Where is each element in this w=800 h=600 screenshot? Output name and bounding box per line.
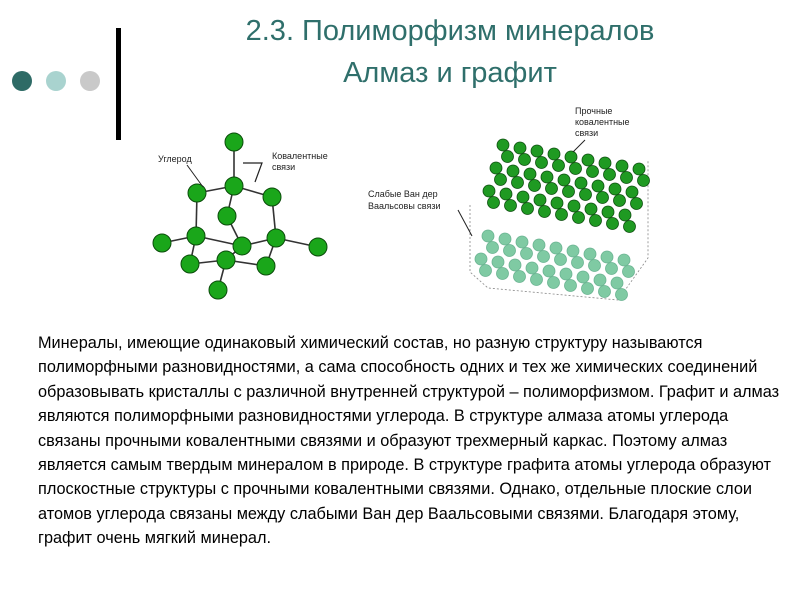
graphite-atom — [553, 160, 565, 172]
graphite-atom — [500, 188, 512, 200]
graphite-atom — [616, 160, 628, 172]
graphite-atom — [568, 200, 580, 212]
graphite-atom — [563, 186, 575, 198]
carbon-pointer — [187, 165, 203, 187]
graphite-atom — [514, 142, 526, 154]
graphite-atom — [573, 212, 585, 224]
graphite-atom — [534, 194, 546, 206]
graphite-atom — [519, 154, 531, 166]
graphite-atom — [548, 148, 560, 160]
graphite-atom — [601, 251, 613, 263]
diamond-atom — [181, 255, 199, 273]
graphite-atom — [587, 166, 599, 178]
graphite-atom — [541, 171, 553, 183]
graphite-atom — [531, 274, 543, 286]
diamond-atom — [187, 227, 205, 245]
graphite-atom — [516, 236, 528, 248]
graphite-atom — [556, 209, 568, 221]
graphite-atom — [575, 177, 587, 189]
graphite-atom — [538, 251, 550, 263]
graphite-atom — [604, 169, 616, 181]
graphite-atom — [616, 289, 628, 301]
graphite-atom — [599, 157, 611, 169]
graphite-atom — [533, 239, 545, 251]
graphite-atom — [602, 206, 614, 218]
graphite-atom — [621, 172, 633, 184]
graphite-atom — [514, 271, 526, 283]
graphite-atom — [555, 254, 567, 266]
graphite-top-layers — [483, 139, 650, 233]
label-carbon: Углерод — [158, 154, 192, 164]
graphite-atom — [502, 151, 514, 163]
graphite-atom — [584, 248, 596, 260]
diamond-atom — [225, 177, 243, 195]
label-weak-2: Ваальсовы связи — [368, 201, 441, 211]
graphite-atom — [624, 221, 636, 233]
graphite-atom — [526, 262, 538, 274]
diamond-atom — [153, 234, 171, 252]
body-paragraph: Минералы, имеющие одинаковый химический состав, но разную структуру называются полиморфными разновидностями, а сама способность одних и тех же химических соединений образовывать кристаллы с различной внутренней структурой – полиморфизмом. Графит и алмаз являются полиморфными разновидностями углерода. В структуре алмаза атомы углерода связаны прочными ковалентными связями и образуют трехмерный каркас. Поэтому алмаз является самым твердым минералом в природе. В структуре графита атомы углерода образуют плоскостные структуры с прочными ковалентными связями. Однако, отдельные плоские слои атомов углерода связаны между слабыми Ван дер Ваальсовыми связями. Благодаря этому, графит очень мягкий минерал. — [38, 334, 780, 548]
graphite-atom — [492, 256, 504, 268]
label-bonds-2: связи — [272, 162, 296, 172]
graphite-atom — [488, 197, 500, 209]
graphite-atom — [507, 165, 519, 177]
graphite-atom — [589, 260, 601, 272]
graphite-atom — [543, 265, 555, 277]
strong-bond-pointer — [573, 140, 585, 152]
diamond-atom — [257, 257, 275, 275]
graphite-atom — [570, 163, 582, 175]
graphite-atom — [497, 139, 509, 151]
diamond-structure — [153, 133, 328, 299]
graphite-atom — [497, 268, 509, 280]
graphite-atom — [607, 218, 619, 230]
graphite-atom — [495, 174, 507, 186]
graphite-atom — [475, 253, 487, 265]
diamond-atom — [233, 237, 251, 255]
graphite-atom — [565, 151, 577, 163]
graphite-structure — [368, 106, 650, 301]
graphite-atom — [509, 259, 521, 271]
graphite-atom — [490, 162, 502, 174]
graphite-atom — [623, 266, 635, 278]
graphite-atom — [577, 271, 589, 283]
graphite-atom — [565, 280, 577, 292]
graphite-atom — [585, 203, 597, 215]
diamond-atom — [263, 188, 281, 206]
graphite-atom — [633, 163, 645, 175]
graphite-atom — [505, 200, 517, 212]
graphite-atom — [590, 215, 602, 227]
graphite-atom — [539, 206, 551, 218]
graphite-atom — [482, 230, 494, 242]
graphite-atom — [572, 257, 584, 269]
label-strong-2: ковалентные — [575, 117, 630, 127]
graphite-atom — [582, 154, 594, 166]
graphite-atom — [611, 277, 623, 289]
graphite-atom — [483, 185, 495, 197]
graphite-atom — [487, 242, 499, 254]
graphite-atom — [504, 245, 516, 257]
graphite-atom — [560, 268, 572, 280]
label-bonds-1: Ковалентные — [272, 151, 328, 161]
title-line-2: Алмаз и графит — [343, 57, 557, 89]
graphite-atom — [517, 191, 529, 203]
graphite-atom — [609, 183, 621, 195]
graphite-atom — [638, 175, 650, 187]
graphite-atom — [531, 145, 543, 157]
graphite-atom — [567, 245, 579, 257]
graphite-atom — [558, 174, 570, 186]
graphite-atom — [614, 195, 626, 207]
graphite-atom — [592, 180, 604, 192]
graphite-atom — [606, 263, 618, 275]
graphite-atom — [512, 177, 524, 189]
graphite-atom — [499, 233, 511, 245]
graphite-atom — [536, 157, 548, 169]
label-weak-1: Слабые Ван дер — [368, 189, 438, 199]
graphite-atom — [529, 180, 541, 192]
graphite-atom — [582, 283, 594, 295]
graphite-atom — [580, 189, 592, 201]
graphite-atom — [619, 209, 631, 221]
label-strong-3: связи — [575, 128, 599, 138]
graphite-atom — [550, 242, 562, 254]
diamond-atom — [267, 229, 285, 247]
diamond-atom — [209, 281, 227, 299]
graphite-atom — [546, 183, 558, 195]
graphite-atom — [631, 198, 643, 210]
diamond-atom — [225, 133, 243, 151]
diamond-atom — [217, 251, 235, 269]
graphite-atom — [626, 186, 638, 198]
graphite-atom — [594, 274, 606, 286]
graphite-atom — [597, 192, 609, 204]
graphite-atom — [522, 203, 534, 215]
graphite-atom — [551, 197, 563, 209]
graphite-atom — [548, 277, 560, 289]
graphite-atom — [480, 265, 492, 277]
graphite-atom — [618, 254, 630, 266]
graphite-atom — [524, 168, 536, 180]
graphite-bottom-layers — [475, 230, 635, 301]
title-line-1: 2.3. Полиморфизм минералов — [245, 15, 655, 47]
diamond-atom — [218, 207, 236, 225]
bond-pointer — [243, 163, 262, 182]
graphite-atom — [521, 248, 533, 260]
label-strong-1: Прочные — [575, 106, 613, 116]
graphite-atom — [599, 286, 611, 298]
diamond-atom — [309, 238, 327, 256]
